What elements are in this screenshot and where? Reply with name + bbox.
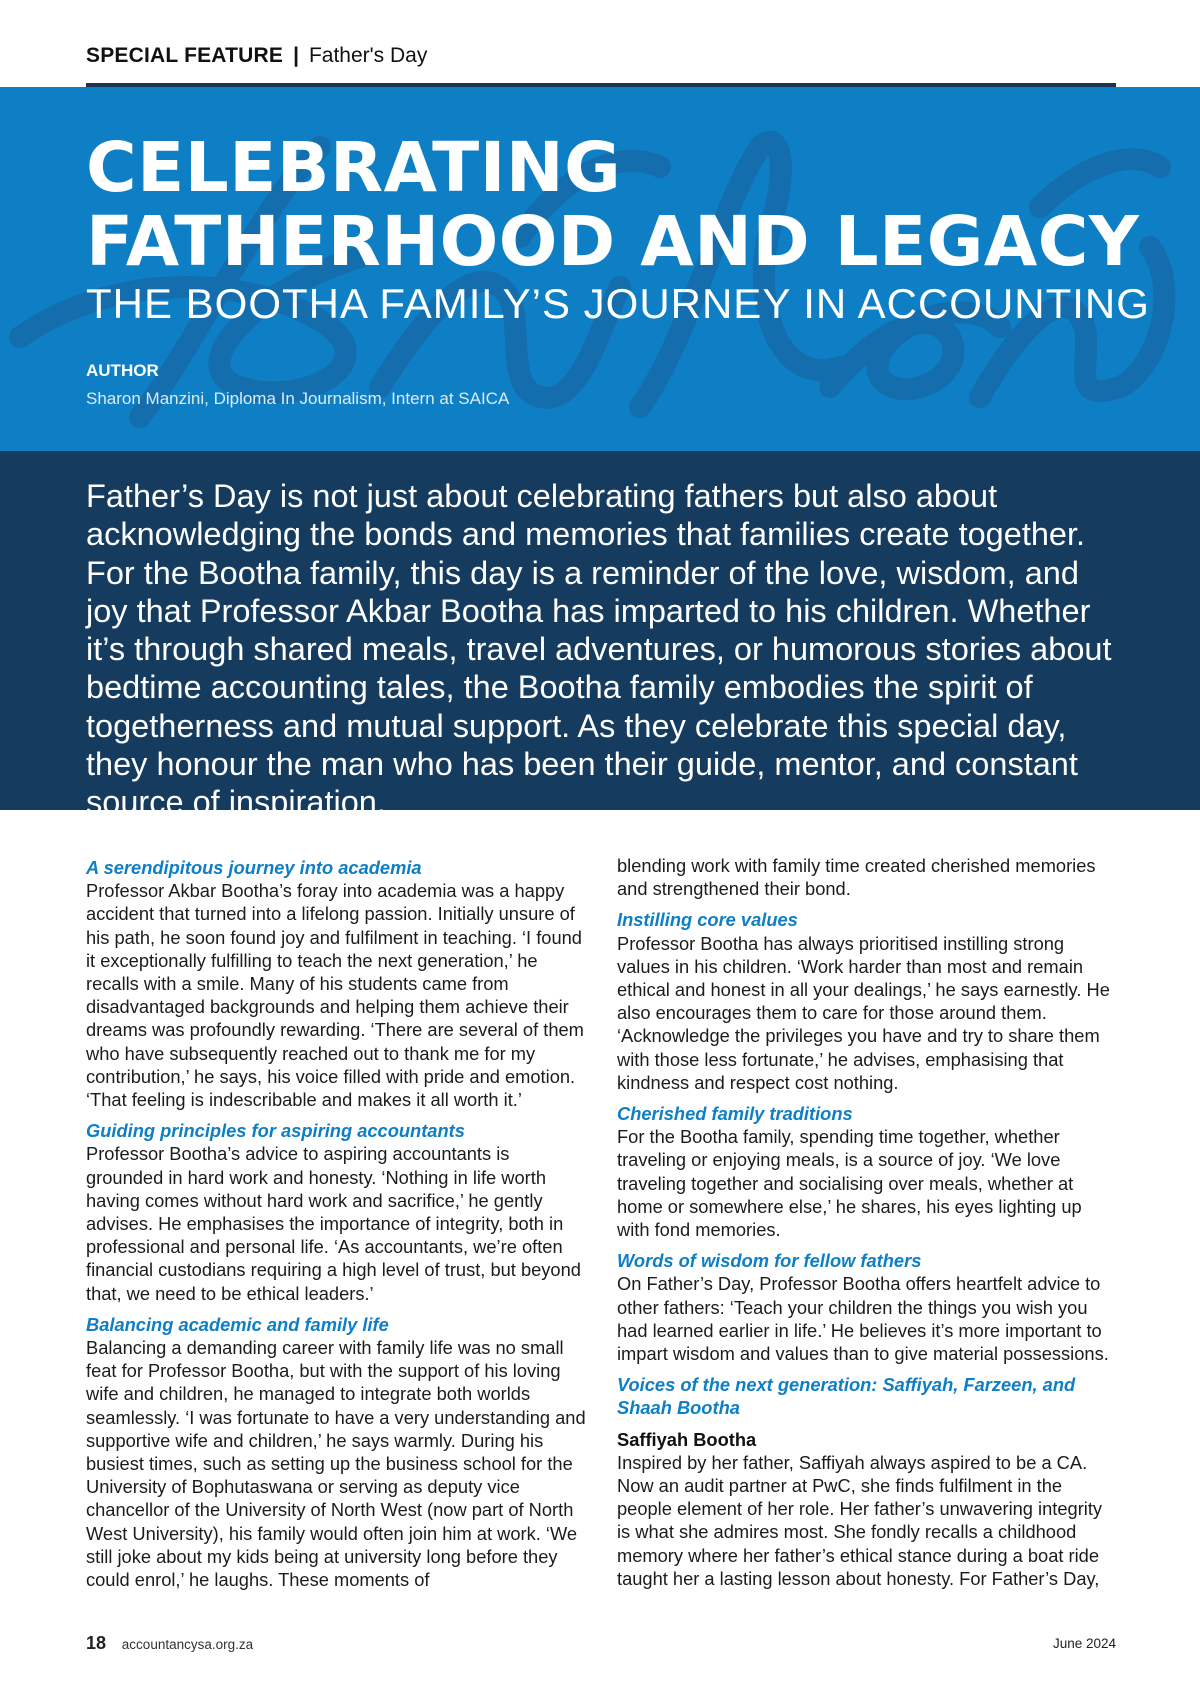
hero-banner bbox=[0, 87, 1200, 451]
section-heading: Guiding principles for aspiring accountants bbox=[86, 1120, 465, 1142]
section-heading: A serendipitous journey into academia bbox=[86, 857, 422, 878]
section-body: Professor Bootha has always prioritised instilling strong values in his children. ‘Work harder than most and remain ethical and honest in all your dealings,’ he says earnestly. He also encourages them to care for those around them. ‘Acknowledge the privileges you have and try to share them with those less fortunate,’ he advises, emphasising that kindness and respect cost nothing. bbox=[617, 932, 1110, 1093]
section-separator: | bbox=[293, 44, 299, 67]
author-name: Sharon Manzini, Diploma In Journalism, Intern at SAICA bbox=[86, 389, 510, 408]
section-body: Inspired by her father, Saffiyah always aspired to be a CA. Now an audit partner at PwC, she finds fulfilment in the people element of her role. Her father’s unwavering integrity is what she admires most. She fondly recalls a childhood memory where her father’s ethical stance during a boat ride taught her a lasting lesson about honesty. For Father’s Day, bbox=[617, 1451, 1103, 1589]
article-column-left bbox=[86, 856, 588, 1599]
section-body: Balancing a demanding career with family life was no small feat for Professor Bootha, but with the support of his loving wife and children, he managed to integrate both worlds seamlessly. ‘I was fortunate to have a very understanding and supportive wife and children,’ he says warmly. During his busiest times, such as setting up the business school for the University of Bophutaswana or serving as deputy vice chancellor of the University of North West (now part of North West University), his family would often join him at work. ‘We still joke about my kids being at university long before they could enrol,’ he laughs. These moments of bbox=[86, 1337, 586, 1591]
page-number: 18 bbox=[86, 1633, 107, 1653]
page-title bbox=[86, 128, 1140, 282]
section-body: On Father’s Day, Professor Bootha offers heartfelt advice to other fathers: ‘Teach your children the things you wish you had learned earlier in life.’ He believes it’s more important to impart wisdom and values than to give material possessions. bbox=[617, 1273, 1109, 1365]
section-heading: Cherished family traditions bbox=[617, 1103, 853, 1125]
spacer bbox=[617, 1420, 1119, 1428]
page-subtitle: THE BOOTHA FAMILY’S JOURNEY IN ACCOUNTING bbox=[86, 280, 1150, 327]
section-body: Professor Akbar Bootha’s foray into academia was a happy accident that turned into a lifelong passion. Initially unsure of his path, he soon found joy and fulfilment in teaching. ‘I found it exceptionally fulfilling to teach the next generation,’ he recalls with a smile. Many of his students came from disadvantaged backgrounds and helping them achieve their dreams was profoundly rewarding. ‘There are several of them who have subsequently reached out to thank me for my contribution,’ he says, his voice filled with pride and emotion. ‘That feeling is indescribable and makes it all worth it.’ bbox=[86, 880, 584, 1111]
author-label: AUTHOR bbox=[86, 361, 159, 380]
section-label: SPECIAL FEATURE bbox=[86, 44, 284, 67]
section-heading: Words of wisdom for fellow fathers bbox=[617, 1250, 922, 1272]
intro-text: Father’s Day is not just about celebrating fathers but also about acknowledging the bonds and memories that families create together. For the Bootha family, this day is a reminder of the love, wisdom, and joy that Professor Akbar Bootha has imparted to his children. Whether it’s through shared meals, travel adventures, or humorous stories about bedtime accounting tales, the Bootha family embodies the spirit of togetherness and mutual support. As they celebrate this special day, they honour the man who has been their guide, mentor, and constant source of inspiration. bbox=[86, 478, 1112, 821]
section-heading: Balancing academic and family life bbox=[86, 1313, 389, 1335]
section-header bbox=[86, 44, 1116, 68]
title-line-1: CELEBRATING bbox=[86, 128, 622, 208]
section-body-continued: blending work with family time created cherished memories and strengthened their bond. bbox=[617, 855, 1096, 900]
issue-date: June 2024 bbox=[1052, 1636, 1116, 1651]
intro-panel bbox=[0, 451, 1200, 821]
section-body: For the Bootha family, spending time together, whether traveling or enjoying meals, is a source of joy. ‘We love traveling together and socialising over meals, whether at home or somewhere else,’ he shares, his eyes lighting up with fond memories. bbox=[617, 1126, 1082, 1241]
title-line-2: FATHERHOOD AND LEGACY bbox=[86, 202, 1140, 282]
section-heading: Voices of the next generation: Saffiyah, Farzeen, and Shaah Bootha bbox=[617, 1374, 1076, 1419]
section-body: Professor Bootha’s advice to aspiring accountants is grounded in hard work and honesty. ‘Nothing in life worth having comes without hard work and sacrifice,’ he gently advises. He emphasises the importance of integrity, both in professional and personal life. ‘As accountants, we’re often financial custodians requiring a high level of trust, but beyond that, we need to be ethical leaders.’ bbox=[86, 1143, 581, 1304]
website-link[interactable]: accountancysa.org.za bbox=[121, 1637, 254, 1652]
section-heading: Instilling core values bbox=[617, 909, 798, 931]
page-footer bbox=[86, 1633, 1116, 1657]
article-column-right bbox=[617, 854, 1119, 1598]
section-topic: Father's Day bbox=[308, 44, 428, 67]
sub-heading: Saffiyah Bootha bbox=[617, 1428, 757, 1450]
